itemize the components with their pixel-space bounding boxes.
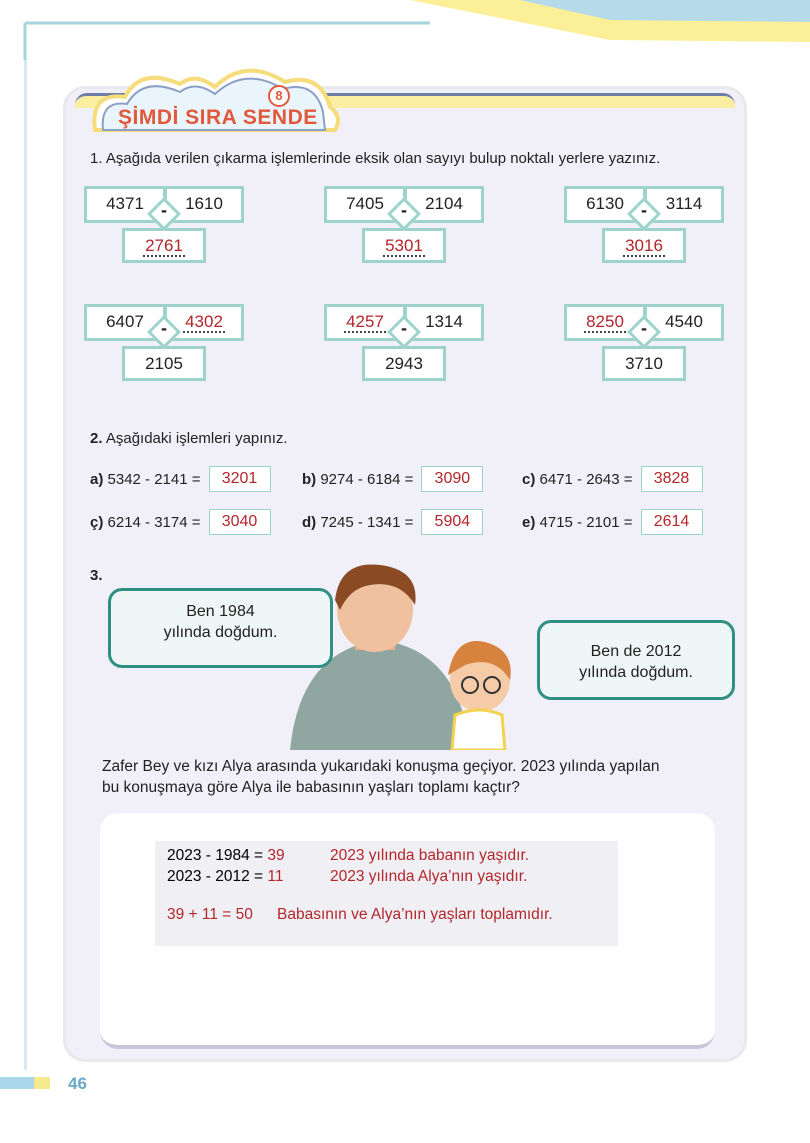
- given-value: 2105: [145, 354, 183, 373]
- answer-box[interactable]: 5904: [421, 509, 483, 535]
- difference-box: [122, 346, 206, 381]
- solution-note: 2023 yılında Alya’nın yaşıdır.: [330, 868, 528, 885]
- answer-value: 8250: [586, 312, 624, 331]
- difference-box: [362, 346, 446, 381]
- answer-box[interactable]: 2614: [641, 509, 703, 535]
- question-1-text: 1. Aşağıda verilen çıkarma işlemlerinde eksik olan sayıyı bulup noktalı yerlere yazınız.: [90, 150, 661, 167]
- given-value: 6407: [106, 312, 144, 331]
- solution-result: 39: [267, 847, 285, 864]
- q2-item: [522, 466, 703, 492]
- question-2-text: [90, 430, 288, 447]
- q2-item: [302, 509, 483, 535]
- item-expression: 9274 - 6184 =: [320, 470, 414, 488]
- given-value: 2104: [425, 194, 463, 213]
- father-bubble-line1: Ben 1984: [186, 603, 255, 620]
- item-expression: 6471 - 2643 =: [539, 470, 633, 488]
- given-value: 3114: [665, 194, 703, 213]
- solution-note: 2023 yılında babanın yaşıdır.: [330, 847, 530, 864]
- given-value: 4371: [106, 194, 144, 213]
- section-title: ŞİMDİ SIRA SENDE: [118, 106, 318, 129]
- q2-item: [90, 466, 271, 492]
- answer-value: 2761: [145, 236, 183, 255]
- answer-value: 5301: [385, 236, 423, 255]
- girl-bubble-line2: yılında doğdum.: [579, 664, 693, 681]
- father-bubble-line2: yılında doğdum.: [163, 624, 278, 641]
- solution-line-1: [167, 845, 285, 866]
- girl-bubble-line1: Ben de 2012: [590, 643, 682, 660]
- given-value: 7405: [346, 194, 384, 213]
- item-expression: 5342 - 2141 =: [107, 470, 201, 488]
- footer-bar-blue: [0, 1077, 34, 1089]
- given-value: 4540: [665, 312, 703, 331]
- answer-box[interactable]: 3040: [209, 509, 271, 535]
- minus-sign: -: [641, 318, 647, 338]
- question-number: 2.: [90, 430, 103, 447]
- page-decoration: [0, 0, 810, 60]
- answer-box[interactable]: 3201: [209, 466, 271, 492]
- item-expression: 4715 - 2101 =: [539, 513, 633, 531]
- margin-line: [24, 60, 27, 1070]
- minus-sign: -: [401, 318, 407, 338]
- minus-sign: -: [401, 200, 407, 220]
- item-label: c): [522, 470, 536, 488]
- solution-block: [155, 841, 618, 946]
- q2-item: [522, 509, 703, 535]
- page-number: 46: [68, 1074, 87, 1093]
- answer-value: 4302: [185, 312, 223, 331]
- total-note: Babasının ve Alya’nın yaşları toplamıdır.: [277, 906, 553, 923]
- answer-box[interactable]: 3828: [641, 466, 703, 492]
- q2-item: [90, 509, 271, 535]
- given-value: 1610: [185, 194, 223, 213]
- answer-value: 4257: [346, 312, 384, 331]
- item-expression: 7245 - 1341 =: [320, 513, 414, 531]
- question-3-line2: bu konuşmaya göre Alya ile babasının yaşları toplamı kaçtır?: [102, 779, 520, 796]
- difference-box[interactable]: [602, 228, 686, 263]
- q2-item: [302, 466, 483, 492]
- difference-box[interactable]: [122, 228, 206, 263]
- question-3-text: [102, 756, 659, 798]
- given-value: 2943: [385, 354, 423, 373]
- given-value: 1314: [425, 312, 463, 331]
- solution-result: 11: [267, 868, 284, 885]
- item-expression: 6214 - 3174 =: [107, 513, 201, 531]
- footer-bar-yellow: [34, 1077, 50, 1089]
- girl-speech-bubble: [537, 620, 735, 700]
- item-label: ç): [90, 513, 104, 531]
- item-label: a): [90, 470, 104, 488]
- difference-box: [602, 346, 686, 381]
- total-expr: 39 + 11 = 50: [167, 906, 253, 923]
- question-3-number: 3.: [90, 567, 103, 584]
- given-value: 6130: [586, 194, 624, 213]
- item-label: d): [302, 513, 317, 531]
- solution-expr: 2023 - 2012 =: [167, 868, 268, 885]
- given-value: 3710: [625, 354, 663, 373]
- answer-value: 3016: [625, 236, 663, 255]
- minus-sign: -: [641, 200, 647, 220]
- minus-sign: -: [161, 200, 167, 220]
- item-label: b): [302, 470, 317, 488]
- exercise-number-badge: 8: [268, 85, 290, 107]
- father-speech-bubble: [108, 588, 333, 668]
- minus-sign: -: [161, 318, 167, 338]
- question-3-line1: Zafer Bey ve kızı Alya arasında yukarıdaki konuşma geçiyor. 2023 yılında yapılan: [102, 758, 660, 775]
- question-2-label: Aşağıdaki işlemleri yapınız.: [105, 430, 288, 447]
- solution-line-2: [167, 866, 284, 887]
- solution-expr: 2023 - 1984 =: [167, 847, 268, 864]
- answer-box[interactable]: 3090: [421, 466, 483, 492]
- difference-box[interactable]: [362, 228, 446, 263]
- item-label: e): [522, 513, 536, 531]
